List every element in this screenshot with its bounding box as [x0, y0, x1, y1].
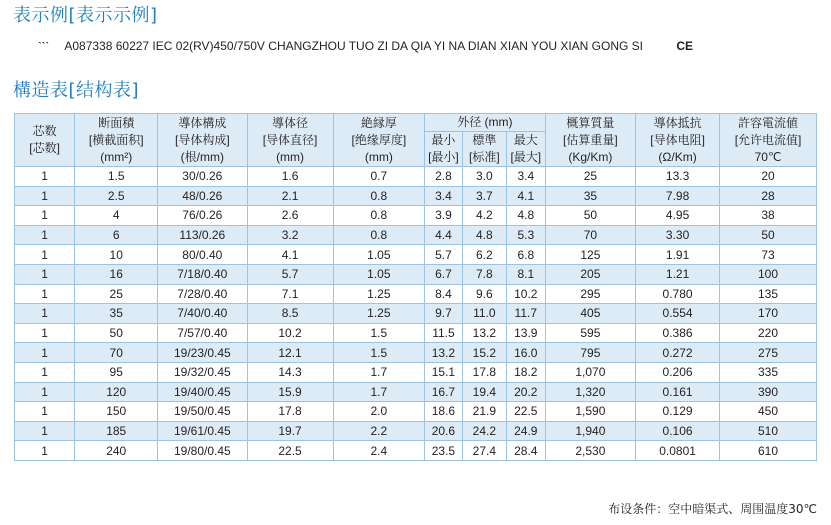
table-cell: 2,530	[545, 441, 635, 461]
table-cell: 76/0.26	[158, 206, 247, 226]
table-cell: 1	[15, 167, 75, 187]
table-cell: 6.7	[425, 264, 463, 284]
table-cell: 16.0	[506, 343, 545, 363]
table-cell: 24.2	[462, 421, 506, 441]
table-cell: 0.8	[333, 206, 424, 226]
header-od-min-jp: 最小	[431, 133, 456, 147]
table-cell: 15.9	[247, 382, 333, 402]
structure-table	[14, 113, 817, 461]
table-cell: 18.6	[425, 402, 463, 422]
table-row	[15, 441, 817, 461]
table-cell: 10.2	[247, 323, 333, 343]
table-cell: 22.5	[506, 402, 545, 422]
table-cell: 8.1	[506, 264, 545, 284]
table-cell: 19/40/0.45	[158, 382, 247, 402]
table-cell: 1	[15, 382, 75, 402]
table-cell: 295	[545, 284, 635, 304]
table-cell: 510	[720, 421, 817, 441]
table-cell: 240	[75, 441, 158, 461]
table-row	[15, 343, 817, 363]
table-cell: 19.7	[247, 421, 333, 441]
table-cell: 1	[15, 402, 75, 422]
table-header-row	[15, 114, 817, 132]
table-cell: 16.7	[425, 382, 463, 402]
table-cell: 6	[75, 225, 158, 245]
table-cell: 1.7	[333, 382, 424, 402]
table-cell: 3.2	[247, 225, 333, 245]
table-cell: 3.7	[462, 186, 506, 206]
header-cond-dia-unit: (mm)	[276, 149, 305, 164]
table-cell: 7/57/0.40	[158, 323, 247, 343]
table-cell: 15.1	[425, 362, 463, 382]
header-current-jp: 許容電流値	[738, 115, 799, 130]
table-row	[15, 225, 817, 245]
table-row	[15, 323, 817, 343]
table-cell: 1	[15, 264, 75, 284]
ce-mark-icon: CE	[676, 39, 694, 53]
header-current-cn: [允许电流值]	[734, 132, 802, 147]
cable-marking-example	[38, 39, 693, 53]
table-cell: 0.161	[636, 382, 720, 402]
table-cell: 35	[545, 186, 635, 206]
header-od-std-jp: 標準	[472, 133, 497, 147]
table-cell: 0.206	[636, 362, 720, 382]
table-cell: 6.8	[506, 245, 545, 265]
header-insulation	[333, 114, 424, 167]
header-current	[720, 114, 817, 167]
table-cell: 120	[75, 382, 158, 402]
table-cell: 73	[720, 245, 817, 265]
header-insulation-cn: [绝缘厚度]	[351, 132, 407, 147]
table-cell: 24.9	[506, 421, 545, 441]
table-cell: 610	[720, 441, 817, 461]
table-cell: 30/0.26	[158, 167, 247, 187]
table-cell: 4.4	[425, 225, 463, 245]
table-row	[15, 304, 817, 324]
table-row	[15, 264, 817, 284]
table-row	[15, 206, 817, 226]
table-cell: 9.6	[462, 284, 506, 304]
table-cell: 1	[15, 441, 75, 461]
header-current-unit: 70℃	[754, 149, 782, 164]
table-cell: 13.3	[636, 167, 720, 187]
table-cell: 2.8	[425, 167, 463, 187]
table-cell: 23.5	[425, 441, 463, 461]
table-cell: 1.6	[247, 167, 333, 187]
header-area	[75, 114, 158, 167]
table-row	[15, 167, 817, 187]
header-area-cn: [横截面积]	[88, 132, 144, 147]
table-cell: 1,590	[545, 402, 635, 422]
header-cores-cn: [芯数]	[29, 141, 60, 155]
table-cell: 10	[75, 245, 158, 265]
header-conductor-cn: [导体构成]	[174, 132, 230, 147]
table-cell: 0.8	[333, 225, 424, 245]
table-cell: 1.5	[333, 323, 424, 343]
table-cell: 28	[720, 186, 817, 206]
table-cell: 5.7	[425, 245, 463, 265]
table-cell: 8.5	[247, 304, 333, 324]
header-weight-cn: [估算重量]	[563, 132, 618, 147]
header-conductor-jp: 導体構成	[178, 115, 227, 130]
table-cell: 6.2	[462, 245, 506, 265]
table-cell: 20.6	[425, 421, 463, 441]
table-cell: 2.6	[247, 206, 333, 226]
installation-condition-note: 布设条件：空中暗渠式、周围温度30℃	[608, 502, 817, 516]
table-cell: 38	[720, 206, 817, 226]
table-cell: 13.2	[425, 343, 463, 363]
header-od-std-cn: [标准]	[468, 150, 500, 164]
table-cell: 3.4	[425, 186, 463, 206]
table-cell: 50	[545, 206, 635, 226]
table-cell: 1,070	[545, 362, 635, 382]
header-od-std	[462, 132, 506, 167]
header-od-max-cn: [最大]	[510, 150, 542, 164]
table-cell: 185	[75, 421, 158, 441]
header-od-max	[506, 132, 545, 167]
table-row	[15, 421, 817, 441]
table-cell: 1	[15, 186, 75, 206]
table-cell: 18.2	[506, 362, 545, 382]
header-resistance	[636, 114, 720, 167]
table-cell: 1.7	[333, 362, 424, 382]
table-cell: 1	[15, 245, 75, 265]
header-area-jp: 断面積	[98, 115, 135, 130]
table-cell: 0.8	[333, 186, 424, 206]
header-weight-jp: 概算質量	[566, 115, 615, 130]
header-cond-dia-jp: 導体径	[272, 115, 309, 130]
table-cell: 14.3	[247, 362, 333, 382]
table-cell: 2.4	[333, 441, 424, 461]
table-cell: 9.7	[425, 304, 463, 324]
header-resistance-cn: [导体电阻]	[650, 132, 705, 147]
table-cell: 19/32/0.45	[158, 362, 247, 382]
table-cell: 4.2	[462, 206, 506, 226]
table-cell: 48/0.26	[158, 186, 247, 206]
table-cell: 5.3	[506, 225, 545, 245]
table-cell: 1.05	[333, 245, 424, 265]
table-cell: 0.0801	[636, 441, 720, 461]
table-cell: 2.2	[333, 421, 424, 441]
table-cell: 11.0	[462, 304, 506, 324]
table-cell: 19/61/0.45	[158, 421, 247, 441]
table-cell: 795	[545, 343, 635, 363]
header-weight-unit: (Kg/Km)	[568, 149, 613, 164]
table-row	[15, 382, 817, 402]
table-cell: 35	[75, 304, 158, 324]
table-cell: 0.106	[636, 421, 720, 441]
table-cell: 4.1	[247, 245, 333, 265]
table-cell: 1,940	[545, 421, 635, 441]
table-cell: 20	[720, 167, 817, 187]
table-cell: 3.0	[462, 167, 506, 187]
table-cell: 25	[545, 167, 635, 187]
table-cell: 80/0.40	[158, 245, 247, 265]
table-cell: 1	[15, 362, 75, 382]
header-outer-diameter-label: 外径 (mm)	[457, 115, 513, 129]
table-cell: 2.0	[333, 402, 424, 422]
table-cell: 4	[75, 206, 158, 226]
table-cell: 4.95	[636, 206, 720, 226]
table-row	[15, 245, 817, 265]
table-cell: 1	[15, 304, 75, 324]
table-cell: 17.8	[247, 402, 333, 422]
table-cell: 1.91	[636, 245, 720, 265]
cable-marking-text: A087338 60227 IEC 02(RV)450/750V CHANGZHOU TUO ZI DA QIA YI NA DIAN XIAN YOU XIAN GONG SI	[64, 39, 644, 53]
table-cell: 405	[545, 304, 635, 324]
table-cell: 28.4	[506, 441, 545, 461]
header-conductor	[158, 114, 247, 167]
table-cell: 22.5	[247, 441, 333, 461]
table-cell: 25	[75, 284, 158, 304]
table-cell: 50	[75, 323, 158, 343]
table-cell: 7/18/0.40	[158, 264, 247, 284]
table-cell: 5.7	[247, 264, 333, 284]
table-cell: 20.2	[506, 382, 545, 402]
table-cell: 15.2	[462, 343, 506, 363]
header-insulation-unit: (mm)	[364, 149, 393, 164]
table-cell: 10.2	[506, 284, 545, 304]
table-cell: 1,320	[545, 382, 635, 402]
table-cell: 1.25	[333, 284, 424, 304]
table-cell: 50	[720, 225, 817, 245]
table-cell: 3.30	[636, 225, 720, 245]
table-cell: 150	[75, 402, 158, 422]
header-conductor-unit: (根/mm)	[180, 149, 224, 164]
table-cell: 13.9	[506, 323, 545, 343]
table-cell: 27.4	[462, 441, 506, 461]
header-cores	[15, 114, 75, 167]
table-cell: 220	[720, 323, 817, 343]
table-cell: 0.129	[636, 402, 720, 422]
header-weight	[545, 114, 635, 167]
header-od-max-jp: 最大	[513, 133, 538, 147]
table-row	[15, 402, 817, 422]
table-cell: 335	[720, 362, 817, 382]
table-cell: 4.1	[506, 186, 545, 206]
table-cell: 21.9	[462, 402, 506, 422]
table-cell: 3.4	[506, 167, 545, 187]
table-cell: 19/50/0.45	[158, 402, 247, 422]
table-cell: 0.272	[636, 343, 720, 363]
example-heading: 表示例[表示示例]	[13, 5, 158, 26]
header-area-unit: (mm²)	[100, 149, 133, 164]
table-row	[15, 284, 817, 304]
ccc-mark-icon: ˋˋˋ	[38, 41, 49, 53]
table-cell: 170	[720, 304, 817, 324]
table-cell: 100	[720, 264, 817, 284]
table-cell: 7/28/0.40	[158, 284, 247, 304]
table-cell: 2.5	[75, 186, 158, 206]
table-cell: 16	[75, 264, 158, 284]
table-cell: 4.8	[462, 225, 506, 245]
table-cell: 0.780	[636, 284, 720, 304]
table-cell: 1	[15, 421, 75, 441]
table-cell: 125	[545, 245, 635, 265]
table-cell: 95	[75, 362, 158, 382]
table-cell: 1	[15, 206, 75, 226]
header-cond-dia	[247, 114, 333, 167]
table-cell: 275	[720, 343, 817, 363]
table-row	[15, 362, 817, 382]
header-cores-jp: 芯数	[32, 124, 57, 138]
structure-heading: 構造表[结构表]	[13, 80, 140, 101]
table-row	[15, 186, 817, 206]
table-cell: 70	[75, 343, 158, 363]
table-cell: 19.4	[462, 382, 506, 402]
table-cell: 1	[15, 323, 75, 343]
table-cell: 1	[15, 225, 75, 245]
table-cell: 390	[720, 382, 817, 402]
table-cell: 1.5	[75, 167, 158, 187]
table-cell: 113/0.26	[158, 225, 247, 245]
table-cell: 19/23/0.45	[158, 343, 247, 363]
table-cell: 1.21	[636, 264, 720, 284]
table-cell: 7.8	[462, 264, 506, 284]
table-cell: 0.554	[636, 304, 720, 324]
table-cell: 8.4	[425, 284, 463, 304]
header-od-min	[425, 132, 463, 167]
table-cell: 19/80/0.45	[158, 441, 247, 461]
header-insulation-jp: 絶縁厚	[360, 115, 397, 130]
table-cell: 7/40/0.40	[158, 304, 247, 324]
table-cell: 1	[15, 343, 75, 363]
header-cond-dia-cn: [导体直径]	[262, 132, 318, 147]
table-cell: 1	[15, 284, 75, 304]
table-cell: 2.1	[247, 186, 333, 206]
table-cell: 17.8	[462, 362, 506, 382]
table-body	[15, 167, 817, 461]
table-cell: 4.8	[506, 206, 545, 226]
table-cell: 450	[720, 402, 817, 422]
header-od-min-cn: [最小]	[428, 150, 459, 164]
table-cell: 1.05	[333, 264, 424, 284]
header-resistance-jp: 導体抵抗	[653, 115, 702, 130]
table-cell: 13.2	[462, 323, 506, 343]
table-cell: 12.1	[247, 343, 333, 363]
table-cell: 135	[720, 284, 817, 304]
header-outer-diameter	[425, 114, 546, 132]
table-cell: 205	[545, 264, 635, 284]
table-cell: 0.386	[636, 323, 720, 343]
table-cell: 70	[545, 225, 635, 245]
table-cell: 7.98	[636, 186, 720, 206]
table-cell: 0.7	[333, 167, 424, 187]
table-cell: 11.7	[506, 304, 545, 324]
table-cell: 3.9	[425, 206, 463, 226]
table-cell: 11.5	[425, 323, 463, 343]
table-cell: 7.1	[247, 284, 333, 304]
table-cell: 595	[545, 323, 635, 343]
header-resistance-unit: (Ω/Km)	[658, 149, 697, 164]
table-cell: 1.25	[333, 304, 424, 324]
table-cell: 1.5	[333, 343, 424, 363]
